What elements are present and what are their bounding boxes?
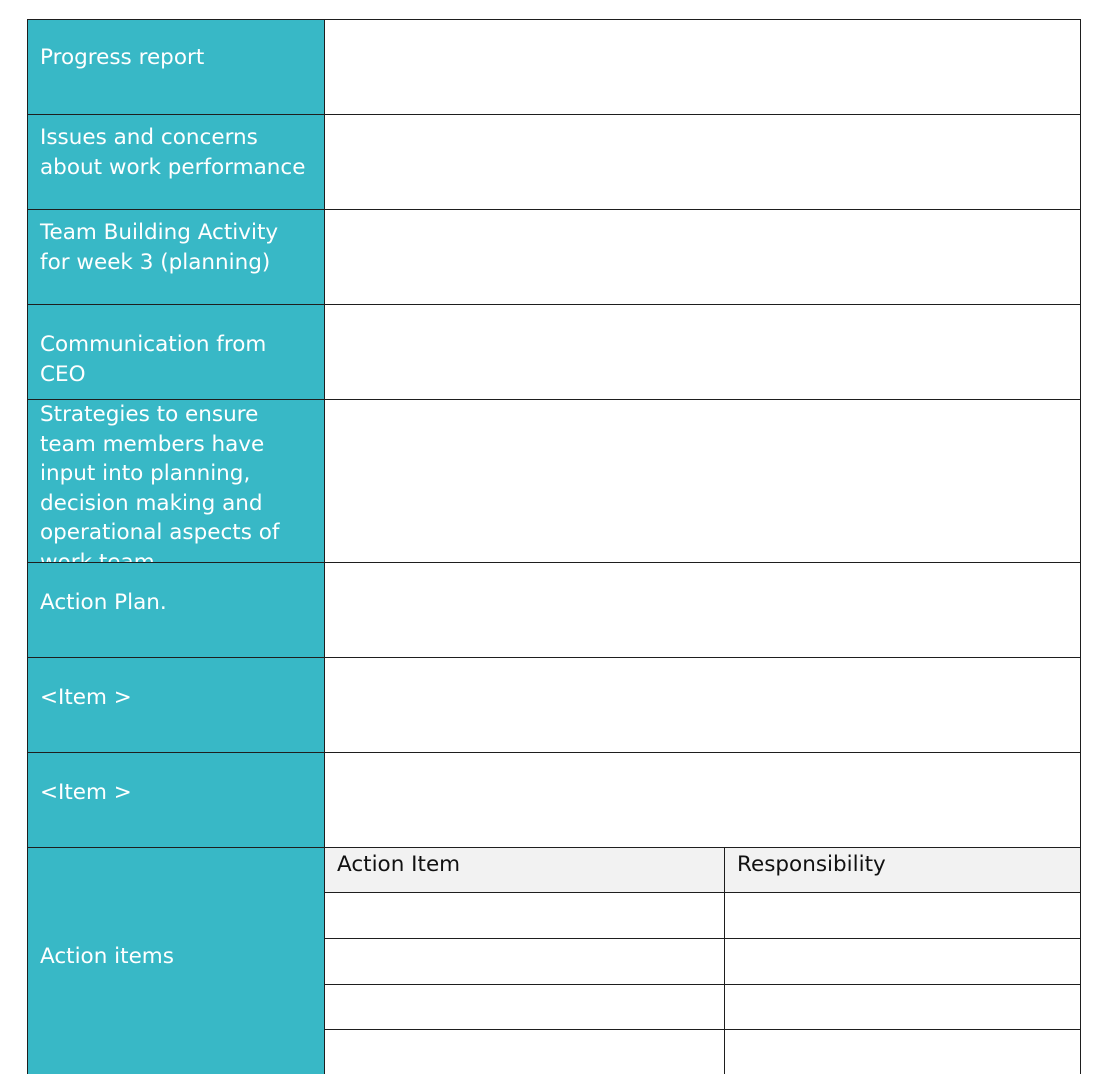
row-divider [27, 752, 1081, 753]
row-divider [27, 114, 1081, 115]
row-label-strategies [27, 400, 324, 562]
row-label-action-items [27, 848, 324, 1074]
row-content-ceo-communication[interactable] [325, 305, 1081, 399]
header-action-item: Action Item [325, 848, 724, 892]
row-content-item-1[interactable] [325, 658, 1081, 752]
action-item-cell[interactable] [325, 1030, 724, 1074]
row-divider [27, 399, 1081, 400]
row-label-issues [27, 115, 324, 209]
row-label-text: Progress report [40, 45, 205, 70]
sub-row-divider [324, 984, 1081, 985]
header-responsibility: Responsibility [725, 848, 1081, 892]
row-label-progress-report [27, 19, 324, 114]
action-item-cell[interactable] [325, 985, 724, 1029]
row-label-text: <Item > [40, 780, 132, 805]
sub-row-divider [324, 892, 1081, 893]
row-label-team-building [27, 210, 324, 304]
responsibility-cell[interactable] [725, 939, 1081, 984]
row-divider [27, 19, 1081, 20]
responsibility-cell[interactable] [725, 985, 1081, 1029]
row-content-team-building[interactable] [325, 210, 1081, 304]
row-content-action-plan[interactable] [325, 563, 1081, 657]
row-label-text: Issues and concerns about work performance [40, 125, 306, 180]
row-label-item-1 [27, 658, 324, 752]
column-divider [324, 19, 325, 1074]
row-divider [27, 562, 1081, 563]
row-content-strategies[interactable] [325, 400, 1081, 562]
sub-row-divider [324, 1029, 1081, 1030]
row-divider [27, 847, 1081, 848]
row-content-issues[interactable] [325, 115, 1081, 209]
action-item-cell[interactable] [325, 893, 724, 938]
row-label-action-plan [27, 563, 324, 657]
row-label-text: Communication from CEO [40, 332, 267, 387]
agenda-table [27, 19, 1081, 1074]
sub-column-divider [724, 848, 725, 1074]
row-label-text: Action items [40, 944, 174, 970]
row-label-text: Strategies to ensure team members have input into planning, decision making and operational aspects of [40, 402, 280, 545]
table-border [27, 19, 28, 1074]
responsibility-cell[interactable] [725, 1030, 1081, 1074]
table-border [1080, 19, 1081, 1074]
row-label-text: Team Building Activity for week 3 (planning) [40, 220, 279, 275]
sub-row-divider [324, 938, 1081, 939]
row-label-ceo-communication [27, 305, 324, 399]
row-label-text: Action Plan. [40, 590, 167, 615]
row-divider [27, 657, 1081, 658]
action-item-cell[interactable] [325, 939, 724, 984]
row-divider [27, 209, 1081, 210]
row-divider [27, 304, 1081, 305]
row-content-progress-report[interactable] [325, 19, 1081, 114]
responsibility-cell[interactable] [725, 893, 1081, 938]
row-content-item-2[interactable] [325, 753, 1081, 847]
row-label-item-2 [27, 753, 324, 847]
row-label-text: <Item > [40, 685, 132, 710]
